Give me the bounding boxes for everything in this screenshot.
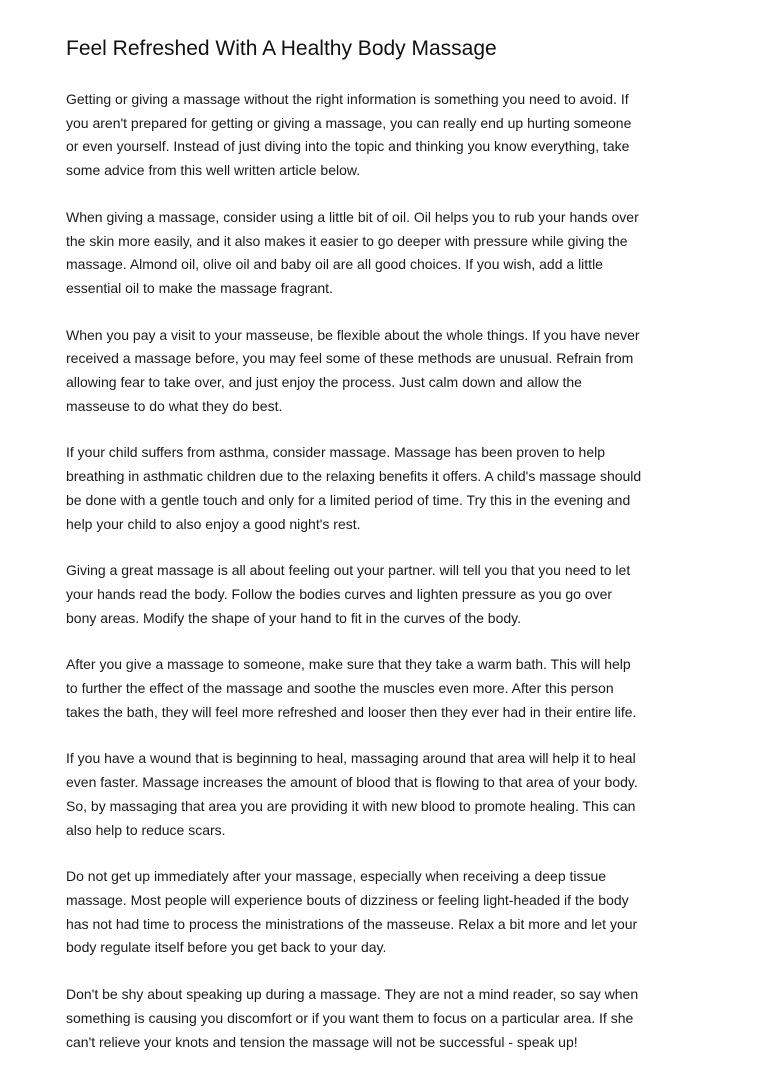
text-line: If you have a wound that is beginning to heal, massaging around that area will help it to heal	[66, 750, 636, 767]
text-line: some advice from this well written article below.	[66, 162, 361, 179]
text-line: Giving a great massage is all about feeling out your partner. will tell you that you need to let	[66, 562, 631, 579]
paragraph	[66, 324, 708, 419]
text-line: takes the bath, they will feel more refreshed and looser then they ever had in their entire life.	[66, 703, 637, 720]
paragraph	[66, 88, 708, 183]
text-line: has not had time to process the ministrations of the masseuse. Relax a bit more and let your	[66, 915, 638, 932]
text-line: breathing in asthmatic children due to the relaxing benefits it offers. A child's massage should	[66, 468, 642, 485]
paragraph	[66, 865, 708, 960]
text-line: bony areas. Modify the shape of your hand to fit in the curves of the body.	[66, 609, 522, 626]
text-line: allowing fear to take over, and just enjoy the process. Just calm down and allow the	[66, 374, 582, 391]
text-line: essential oil to make the massage fragrant.	[66, 279, 333, 296]
text-line: massage. Almond oil, olive oil and baby oil are all good choices. If you wish, add a little	[66, 256, 603, 273]
text-line: can't relieve your knots and tension the massage will not be successful - speak up!	[66, 1033, 578, 1050]
text-line: Getting or giving a massage without the right information is something you need to avoid. If	[66, 91, 629, 107]
text-line: also help to reduce scars.	[66, 821, 226, 838]
text-line: Do not get up immediately after your massage, especially when receiving a deep tissue	[66, 868, 607, 885]
text-line: When you pay a visit to your masseuse, be flexible about the whole things. If you have never	[66, 326, 640, 343]
document-title: Feel Refreshed With A Healthy Body Massage	[66, 37, 497, 60]
text-line: masseuse to do what they do best.	[66, 397, 283, 414]
text-line: be done with a gentle touch and only for a limited period of time. Try this in the evening and	[66, 491, 631, 508]
paragraph	[66, 206, 708, 301]
text-line: the skin more easily, and it also makes it easier to go deeper with pressure while giving the	[66, 232, 628, 249]
text-line: If your child suffers from asthma, consider massage. Massage has been proven to help	[66, 444, 606, 461]
text-line: So, by massaging that area you are providing it with new blood to promote healing. This can	[66, 797, 636, 814]
text-line: massage. Most people will experience bouts of dizziness or feeling light-headed if the body	[66, 891, 629, 908]
text-line: your hands read the body. Follow the bodies curves and lighten pressure as you go over	[66, 585, 613, 602]
text-line: When giving a massage, consider using a little bit of oil. Oil helps you to rub your hands over	[66, 208, 639, 225]
paragraph	[66, 441, 708, 536]
text-line: to further the effect of the massage and soothe the muscles even more. After this person	[66, 680, 614, 697]
text-line: help your child to also enjoy a good night's rest.	[66, 515, 361, 532]
text-line: body regulate itself before you get back to your day.	[66, 939, 387, 956]
text-line: even faster. Massage increases the amount of blood that is flowing to that area of your body.	[66, 774, 638, 791]
text-line: received a massage before, you may feel some of these methods are unusual. Refrain from	[66, 350, 634, 367]
text-line: you aren't prepared for getting or giving a massage, you can really end up hurting someone	[66, 114, 632, 131]
paragraph	[66, 559, 708, 630]
text-line: Don't be shy about speaking up during a massage. They are not a mind reader, so say when	[66, 986, 639, 1003]
paragraph	[66, 983, 708, 1054]
paragraph	[66, 653, 708, 724]
text-line: something is causing you discomfort or if you want them to focus on a particular area. If she	[66, 1009, 634, 1026]
paragraph	[66, 747, 708, 842]
text-line: or even yourself. Instead of just diving into the topic and thinking you know everything, take	[66, 138, 630, 155]
text-line: After you give a massage to someone, make sure that they take a warm bath. This will help	[66, 656, 631, 673]
